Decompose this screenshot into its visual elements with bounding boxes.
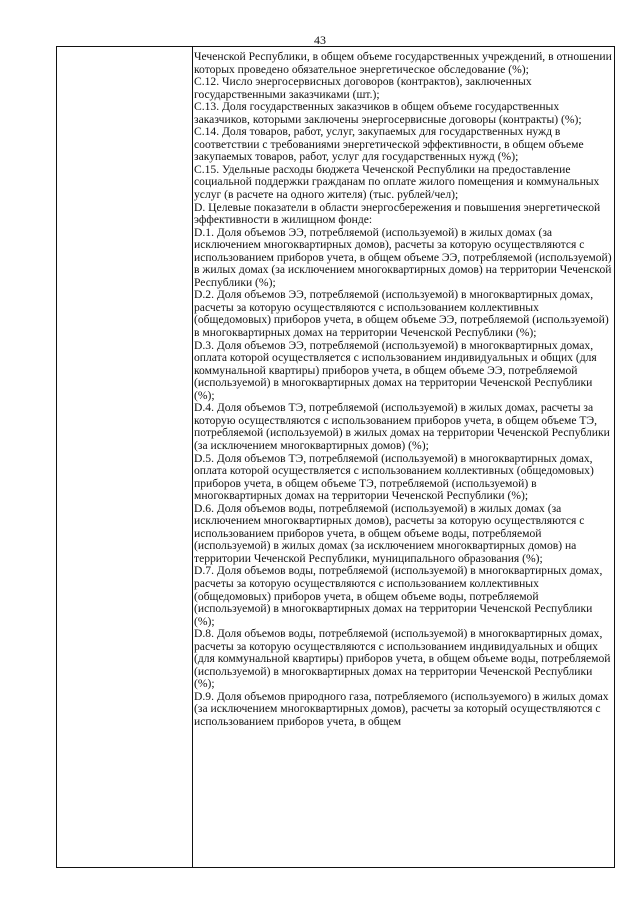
paragraph-c14: С.14. Доля товаров, работ, услуг, закупаемых для государственных нужд в соответствии с требованиями энергетической эффективности, в общем объеме закупаемых товаров, работ, услуг для государственных нужд (%); — [194, 125, 584, 164]
paragraph-d2: D.2. Доля объемов ЭЭ, потребляемой (используемой) в многоквартирных домах, расчеты за которую осуществляются с использованием коллективных (общедомовых) приборов учета, в общем объеме ЭЭ, потребляемой (используемой) в многоквартирных домах на территории Чеченской Республики (%); — [194, 288, 609, 340]
paragraph-d9: D.9. Доля объемов природного газа, потребляемого (используемого) в жилых домах (за исключением многоквартирных домов), расчеты за который осуществляются с использованием приборов учета, в общем — [194, 689, 609, 728]
paragraph-c12: С.12. Число энергосервисных договоров (контрактов), заключенных государственными заказчиками (шт.); — [194, 75, 532, 101]
paragraph-d5: D.5. Доля объемов ТЭ, потребляемой (используемой) в многоквартирных домах, оплата которой осуществляется с использованием коллективных (общедомовых) приборов учета, в общем объеме ТЭ, потребляемой (используемой) в многоквартирных домах на территории Чеченской Республики (%); — [194, 451, 594, 503]
paragraph-d1: D.1. Доля объемов ЭЭ, потребляемой (используемой) в жилых домах (за исключением многоквартирных домов), расчеты за которую осуществляются с использованием приборов учета, в общем объеме ЭЭ, потребляемой (используемой) в жилых домах (за исключением многоквартирных домов) на территории Чеченской Республики (%); — [194, 225, 612, 289]
paragraph-c15: С.15. Удельные расходы бюджета Чеченской Республики на предоставление социальной поддержки гражданам по оплате жилого помещения и коммунальных услуг (в расчете на одного жителя) (тыс. рублей/чел); — [194, 162, 600, 202]
paragraph-c13: С.13. Доля государственных заказчиков в общем объеме государственных заказчиков, которыми заключены энергосервисные договоры (контракты) (%); — [194, 100, 582, 126]
table-right-cell — [194, 51, 612, 867]
paragraph-d6: D.6. Доля объемов воды, потребляемой (используемой) в жилых домах (за исключением многоквартирных домов), расчеты за которую осуществляются с использованием приборов учета, в общем объеме воды, потребляемой (используемой) в жилых домах (за исключением многоквартирных домов) на территории Чеченской Республики, муниципального образования (%); — [194, 501, 585, 565]
paragraph-d4: D.4. Доля объемов ТЭ, потребляемой (используемой) в жилых домах, расчеты за которую осуществляются с использованием приборов учета, в общем объеме ТЭ, потребляемой (используемой) в жилых домах на территории Чеченской Республики (за исключением многоквартирных домов) (%); — [194, 401, 610, 452]
paragraph-c11-continuation: Чеченской Республики, в общем объеме государственных учреждений, в отношении которых проведено обязательное энергетическое обследование (%); — [194, 51, 612, 76]
page-number: 43 — [314, 33, 326, 47]
table-left-cell — [57, 47, 193, 867]
paragraph-d-heading: D. Целевые показатели в области энергосбережения и повышения энергетической эффективности в жилищном фонде: — [194, 200, 601, 227]
paragraph-d3: D.3. Доля объемов ЭЭ, потребляемой (используемой) в многоквартирных домах, оплата которой осуществляется с использованием индивидуальных и общих (для коммунальной квартиры) приборов учета, в общем объеме ЭЭ, потребляемой (используемой) в многоквартирных домах на территории Чеченской Республики (%); — [194, 338, 597, 402]
paragraph-d7: D.7. Доля объемов воды, потребляемой (используемой) в многоквартирных домах, расчеты за которую осуществляются с использованием коллективных (общедомовых) приборов учета, в общем объеме воды, потребляемой (используемой) в многоквартирных домах на территории Чеченской Республики (%); — [194, 564, 603, 628]
document-table — [56, 46, 615, 868]
paragraph-d8: D.8. Доля объемов воды, потребляемой (используемой) в многоквартирных домах, расчеты за которую осуществляются с использованием индивидуальных и общих (для коммунальной квартиры) приборов учета, в общем объеме воды, потребляемой (используемой) в многоквартирных домах на территории Чеченской Республики (%); — [194, 627, 611, 691]
